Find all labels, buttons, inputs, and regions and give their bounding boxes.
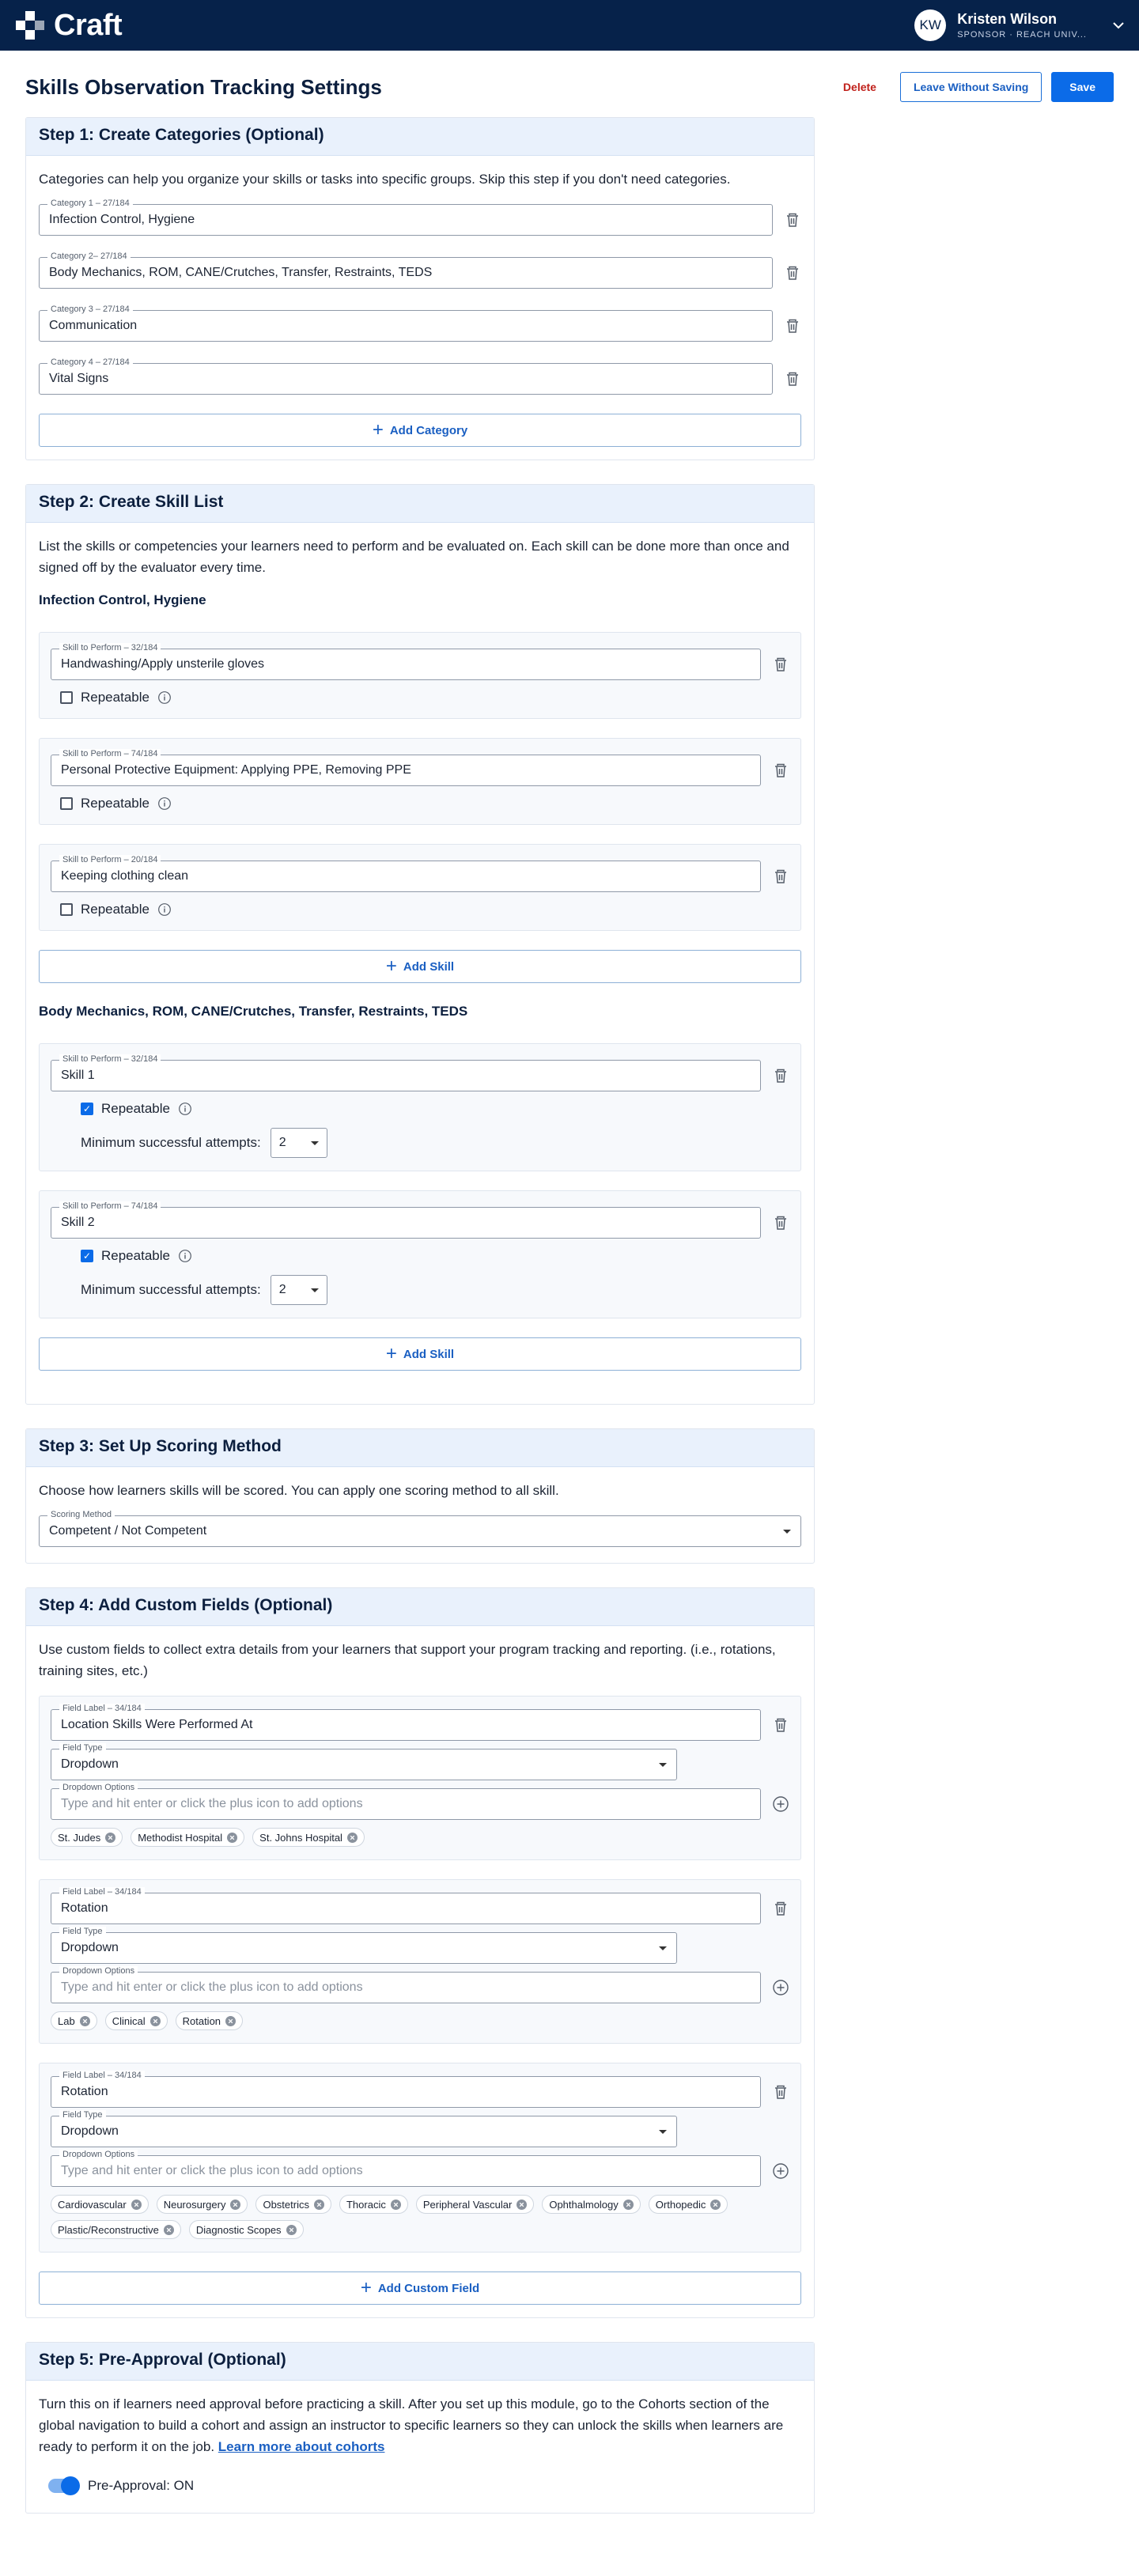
option-chip [51, 2011, 97, 2030]
min-attempts-label: Minimum successful attempts: [81, 1282, 261, 1297]
repeatable-checkbox[interactable] [60, 903, 73, 916]
skill-item [39, 1043, 801, 1171]
repeatable-row [60, 902, 789, 917]
remove-chip-icon[interactable] [623, 2200, 634, 2210]
option-chip [176, 2011, 243, 2030]
option-chip [157, 2195, 248, 2214]
option-chip-label: Diagnostic Scopes [195, 2223, 282, 2236]
skill-item [39, 844, 801, 931]
option-chip-label: Clinical [112, 2014, 146, 2027]
remove-chip-icon[interactable] [710, 2200, 721, 2210]
avatar: KW [914, 9, 946, 41]
option-chip-label: Ophthalmology [549, 2198, 619, 2211]
option-chip-label: Rotation [182, 2014, 221, 2027]
learn-more-cohorts-link[interactable]: Learn more about cohorts [218, 2439, 385, 2454]
pre-approval-toggle-row [48, 2478, 801, 2494]
step5-card [25, 2342, 815, 2514]
add-option-icon[interactable] [772, 1979, 789, 1996]
page-header [0, 59, 1139, 115]
skill-input-label: Skill to Perform – 32/184 [59, 1054, 161, 1064]
trash-icon[interactable] [772, 1214, 789, 1231]
repeatable-row [81, 1101, 789, 1117]
option-chip-label: Orthopedic [655, 2198, 706, 2211]
caret-down-icon [659, 2130, 667, 2134]
category-row [39, 199, 801, 236]
field-label-input[interactable] [51, 1704, 761, 1741]
category-input-label: Category 4 – 27/184 [47, 357, 133, 367]
field-label-input-value: Rotation [61, 1901, 108, 1915]
category-input[interactable] [39, 252, 773, 289]
option-chip-label: St. Judes [58, 1831, 101, 1844]
info-icon[interactable] [157, 902, 172, 917]
remove-chip-icon[interactable] [227, 1833, 237, 1843]
caret-down-icon [311, 1141, 319, 1145]
field-type-label: Field Type [59, 2110, 106, 2120]
category-input-value: Vital Signs [49, 372, 109, 385]
remove-chip-icon[interactable] [80, 2016, 90, 2026]
min-attempts-value: 2 [278, 1136, 286, 1149]
skill-group-title: Infection Control, Hygiene [39, 592, 206, 607]
remove-chip-icon[interactable] [105, 1833, 115, 1843]
remove-chip-icon[interactable] [131, 2200, 142, 2210]
option-chip-label: Plastic/Reconstructive [58, 2223, 159, 2236]
option-chip-label: Obstetrics [263, 2198, 309, 2211]
step4-title: Step 4: Add Custom Fields (Optional) [26, 1588, 814, 1626]
option-chip-label: Neurosurgery [163, 2198, 226, 2211]
caret-down-icon [311, 1288, 319, 1292]
field-type-label: Field Type [59, 1927, 106, 1936]
option-chip-label: Thoracic [346, 2198, 386, 2211]
skill-input-label: Skill to Perform – 32/184 [59, 643, 161, 653]
remove-chip-icon[interactable] [286, 2225, 297, 2235]
option-chip-label: Methodist Hospital [138, 1831, 223, 1844]
option-chip [255, 2195, 331, 2214]
step5-title: Step 5: Pre-Approval (Optional) [26, 2343, 814, 2381]
trash-icon[interactable] [772, 868, 789, 885]
dropdown-options-placeholder: Type and hit enter or click the plus icon to add options [61, 1797, 363, 1810]
skill-group-title: Body Mechanics, ROM, CANE/Crutches, Transfer, Restraints, TEDS [39, 1004, 468, 1019]
user-name: Kristen Wilson [957, 11, 1058, 27]
category-input-value: Body Mechanics, ROM, CANE/Crutches, Transfer, Restraints, TEDS [49, 266, 433, 279]
caret-down-icon [659, 1946, 667, 1950]
min-attempts-value: 2 [278, 1283, 286, 1296]
option-chip-label: Lab [58, 2014, 75, 2027]
category-input[interactable] [39, 199, 773, 236]
trash-icon[interactable] [772, 762, 789, 779]
option-chip [649, 2195, 728, 2214]
step2-title: Step 2: Create Skill List [26, 485, 814, 523]
step3-title: Step 3: Set Up Scoring Method [26, 1429, 814, 1467]
add-category-label: Add Category [389, 423, 468, 437]
top-navigation-bar [0, 0, 1139, 51]
remove-chip-icon[interactable] [517, 2200, 527, 2210]
craft-logo-icon [13, 8, 47, 43]
skill-input-value: Skill 2 [61, 1216, 95, 1229]
trash-icon[interactable] [772, 1900, 789, 1917]
dropdown-options-label: Dropdown Options [59, 1783, 138, 1792]
plus-icon: + [385, 1343, 397, 1364]
skill-item [39, 738, 801, 825]
add-category-button[interactable] [39, 414, 801, 447]
step3-card [25, 1428, 815, 1564]
option-chip [542, 2195, 640, 2214]
info-icon[interactable] [178, 1249, 192, 1263]
step1-title: Step 1: Create Categories (Optional) [26, 118, 814, 156]
category-input-label: Category 2– 27/184 [47, 252, 131, 261]
plus-icon: + [385, 955, 397, 977]
scoring-method-select[interactable] [39, 1510, 801, 1547]
category-input-value: Infection Control, Hygiene [49, 213, 195, 226]
delete-button[interactable]: Delete [829, 73, 891, 101]
skill-input[interactable] [51, 1201, 761, 1239]
plus-icon: + [372, 419, 384, 441]
step4-card [25, 1587, 815, 2318]
repeatable-label: Repeatable [101, 1248, 170, 1263]
min-attempts-label: Minimum successful attempts: [81, 1135, 261, 1150]
skill-item [39, 632, 801, 719]
user-role: SPONSOR · REACH UNIV... [957, 30, 1087, 40]
option-chips [51, 1828, 789, 1847]
option-chips [51, 2195, 789, 2239]
option-chip [252, 1828, 365, 1847]
repeatable-checkbox[interactable]: ✓ [81, 1250, 93, 1262]
repeatable-checkbox[interactable]: ✓ [81, 1103, 93, 1115]
min-attempts-row [81, 1275, 789, 1305]
option-chip-label: Peripheral Vascular [422, 2198, 513, 2211]
dropdown-options-input[interactable] [51, 1783, 761, 1820]
option-chip-label: St. Johns Hospital [259, 1831, 342, 1844]
scoring-method-label: Scoring Method [47, 1510, 115, 1519]
info-icon[interactable] [157, 796, 172, 811]
skill-input[interactable] [51, 643, 761, 680]
chevron-down-icon[interactable] [1111, 17, 1126, 33]
dropdown-options-input[interactable] [51, 1966, 761, 2003]
custom-field-item [39, 1879, 801, 2044]
step1-description: Categories can help you organize your skills or tasks into specific groups. Skip this step if you don't need categories. [39, 172, 731, 187]
add-skill-label: Add Skill [403, 959, 455, 974]
leave-without-saving-button[interactable]: Leave Without Saving [900, 72, 1042, 102]
trash-icon[interactable] [772, 1716, 789, 1734]
remove-chip-icon[interactable] [164, 2225, 174, 2235]
option-chip [189, 2220, 304, 2239]
field-label-input[interactable] [51, 2071, 761, 2108]
category-row [39, 305, 801, 342]
plus-icon: + [360, 2277, 372, 2298]
option-chip [339, 2195, 408, 2214]
dropdown-options-label: Dropdown Options [59, 2150, 138, 2159]
trash-icon[interactable] [772, 1067, 789, 1084]
step5-description [39, 2393, 801, 2457]
option-chip-label: Cardiovascular [58, 2198, 127, 2211]
category-input[interactable] [39, 357, 773, 395]
skill-input-value: Handwashing/Apply unsterile gloves [61, 657, 265, 671]
dropdown-options-placeholder: Type and hit enter or click the plus icon to add options [61, 2164, 363, 2177]
remove-chip-icon[interactable] [347, 1833, 358, 1843]
category-input-label: Category 3 – 27/184 [47, 305, 133, 314]
remove-chip-icon[interactable] [225, 2016, 236, 2026]
option-chip [131, 1828, 244, 1847]
trash-icon[interactable] [772, 2083, 789, 2101]
info-icon[interactable] [157, 690, 172, 705]
field-label-input-value: Location Skills Were Performed At [61, 1718, 253, 1731]
logo-text: Craft [54, 8, 123, 42]
step2-card [25, 484, 815, 1405]
scoring-method-value: Competent / Not Competent [49, 1524, 207, 1538]
field-label-input-label: Field Label – 34/184 [59, 2071, 145, 2080]
skill-input-label: Skill to Perform – 20/184 [59, 855, 161, 864]
dropdown-options-label: Dropdown Options [59, 1966, 138, 1976]
pre-approval-toggle[interactable] [48, 2479, 78, 2493]
option-chip [416, 2195, 534, 2214]
craft-logo[interactable] [13, 8, 122, 43]
field-type-select[interactable] [51, 2110, 677, 2147]
category-row [39, 357, 801, 395]
custom-field-item [39, 2063, 801, 2253]
field-type-label: Field Type [59, 1743, 106, 1753]
field-type-select[interactable] [51, 1927, 677, 1964]
custom-field-item [39, 1696, 801, 1860]
caret-down-icon [783, 1530, 791, 1534]
field-type-value: Dropdown [61, 1757, 119, 1771]
remove-chip-icon[interactable] [314, 2200, 324, 2210]
trash-icon[interactable] [784, 317, 801, 335]
remove-chip-icon[interactable] [230, 2200, 240, 2210]
skill-input-value: Skill 1 [61, 1069, 95, 1082]
repeatable-row [60, 796, 789, 811]
repeatable-row [81, 1248, 789, 1264]
save-button[interactable]: Save [1051, 72, 1114, 102]
min-attempts-select[interactable] [271, 1128, 327, 1158]
dropdown-options-placeholder: Type and hit enter or click the plus icon to add options [61, 1980, 363, 1994]
category-row [39, 252, 801, 289]
page-title: Skills Observation Tracking Settings [25, 74, 382, 99]
step1-card [25, 117, 815, 460]
step5-description-text: Turn this on if learners need approval before practicing a skill. After you set up this module, go to the Cohorts section of the global navigation to build a cohort and assign an instructor to specific learners so they can unlock the skills when learners are ready to perform it on the job. [39, 2396, 784, 2454]
add-skill-button[interactable] [39, 950, 801, 983]
skill-input[interactable] [51, 1054, 761, 1091]
step3-description: Choose how learners skills will be scored. You can apply one scoring method to all skill. [39, 1483, 559, 1498]
field-label-input-label: Field Label – 34/184 [59, 1887, 145, 1897]
trash-icon[interactable] [772, 656, 789, 673]
trash-icon[interactable] [784, 370, 801, 388]
step4-description: Use custom fields to collect extra details from your learners that support your program tracking and reporting. (i.e., rotations, training sites, etc.) [39, 1642, 776, 1678]
field-type-value: Dropdown [61, 2124, 119, 2138]
user-menu[interactable] [914, 9, 1126, 41]
dropdown-options-input[interactable] [51, 2150, 761, 2187]
category-input-value: Communication [49, 319, 138, 332]
min-attempts-select[interactable] [271, 1275, 327, 1305]
step2-description: List the skills or competencies your learners need to perform and be evaluated on. Each skill can be done more than once and signed off by the evaluator every time. [39, 539, 789, 575]
field-type-select[interactable] [51, 1743, 677, 1780]
pre-approval-label: Pre-Approval: ON [88, 2478, 195, 2493]
repeatable-label: Repeatable [81, 902, 149, 917]
add-skill-label: Add Skill [403, 1347, 455, 1361]
option-chip [105, 2011, 168, 2030]
repeatable-label: Repeatable [101, 1101, 170, 1116]
repeatable-label: Repeatable [81, 796, 149, 811]
skill-item [39, 1190, 801, 1318]
option-chips [51, 2011, 789, 2030]
skill-input-label: Skill to Perform – 74/184 [59, 749, 161, 758]
repeatable-row [60, 690, 789, 705]
field-label-input[interactable] [51, 1887, 761, 1924]
add-option-icon[interactable] [772, 1795, 789, 1813]
add-skill-button[interactable] [39, 1337, 801, 1371]
option-chip [51, 1828, 123, 1847]
skill-group [39, 1004, 801, 1371]
skill-input[interactable] [51, 855, 761, 892]
add-custom-field-button[interactable] [39, 2271, 801, 2305]
option-chip [51, 2220, 181, 2239]
trash-icon[interactable] [784, 264, 801, 282]
skill-input-value: Personal Protective Equipment: Applying PPE, Removing PPE [61, 763, 411, 777]
trash-icon[interactable] [784, 211, 801, 229]
option-chip [51, 2195, 149, 2214]
skill-input[interactable] [51, 749, 761, 786]
repeatable-checkbox[interactable] [60, 691, 73, 704]
remove-chip-icon[interactable] [150, 2016, 161, 2026]
skill-input-value: Keeping clothing clean [61, 869, 189, 883]
repeatable-checkbox[interactable] [60, 797, 73, 810]
category-input-label: Category 1 – 27/184 [47, 199, 133, 208]
add-custom-field-label: Add Custom Field [377, 2281, 480, 2295]
category-input[interactable] [39, 305, 773, 342]
remove-chip-icon[interactable] [391, 2200, 401, 2210]
info-icon[interactable] [178, 1102, 192, 1116]
repeatable-label: Repeatable [81, 690, 149, 705]
min-attempts-row [81, 1128, 789, 1158]
caret-down-icon [659, 1763, 667, 1767]
skill-input-label: Skill to Perform – 74/184 [59, 1201, 161, 1211]
field-label-input-label: Field Label – 34/184 [59, 1704, 145, 1713]
field-type-value: Dropdown [61, 1941, 119, 1954]
add-option-icon[interactable] [772, 2162, 789, 2180]
field-label-input-value: Rotation [61, 2085, 108, 2098]
skill-group [39, 592, 801, 983]
